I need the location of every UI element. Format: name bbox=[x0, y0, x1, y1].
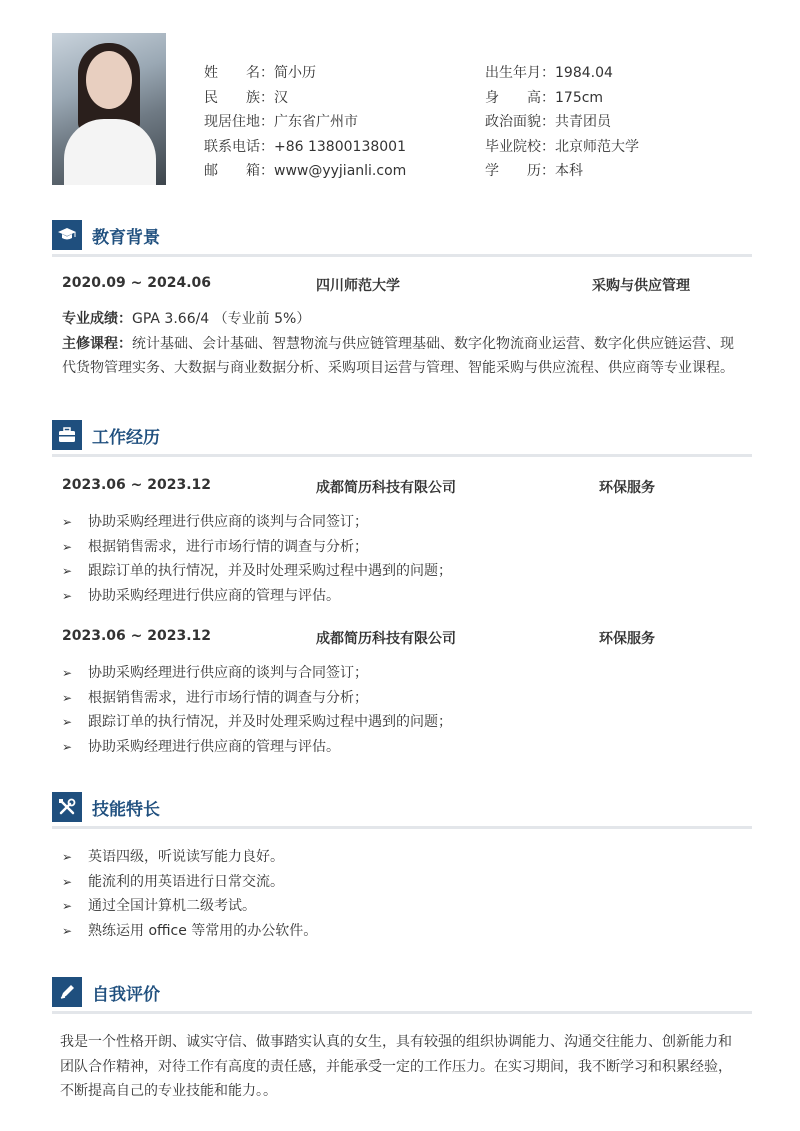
arrow-bullet-icon: ➢ bbox=[62, 850, 73, 864]
education-date: 2020.09 ~ 2024.06 bbox=[62, 275, 212, 291]
info-email: 邮 箱：www@yyjianli.com bbox=[204, 163, 407, 179]
education-details bbox=[62, 307, 742, 381]
info-name: 姓 名：简小历 bbox=[204, 65, 316, 81]
arrow-bullet-icon: ➢ bbox=[62, 666, 73, 680]
list-item: ➢ 英语四级，听说读写能力良好。 bbox=[62, 845, 742, 870]
list-item: ➢ 能流利的用英语进行日常交流。 bbox=[62, 870, 742, 895]
info-politics: 政治面貌：共青团员 bbox=[485, 114, 611, 130]
education-score: 专业成绩：GPA 3.66/4 （专业前 5%） bbox=[62, 311, 311, 327]
education-courses: 主修课程：统计基础、会计基础、智慧物流与供应链管理基础、数字化物流商业运营、数字化供应链运营、现代货物管理实务、大数据与商业数据分析、采购项目运营与管理、智能采购与供应流程、供应商等专业课程。 bbox=[62, 335, 734, 376]
job-industry: 环保服务 bbox=[599, 631, 655, 647]
profile-info-left bbox=[204, 61, 406, 184]
list-item: ➢ 根据销售需求，进行市场行情的调查与分析； bbox=[62, 535, 742, 560]
arrow-bullet-icon: ➢ bbox=[62, 690, 73, 705]
education-title: 教育背景 bbox=[92, 228, 160, 248]
section-divider bbox=[52, 826, 752, 829]
tools-icon bbox=[52, 792, 82, 822]
info-phone: 联系电话：+86 13800138001 bbox=[204, 138, 406, 155]
arrow-bullet-icon: ➢ bbox=[62, 874, 73, 889]
self-evaluation-text: 我是一个性格开朗、诚实守信、做事踏实认真的女生，具有较强的组织协调能力、沟通交往能力、创新能力和团队合作精神，对待工作有高度的责任感，并能承受一定的工作压力。在实习期间，我不断学习和积累经验，不断提高自己的专业技能和能力。。 bbox=[60, 1034, 732, 1099]
skills-section-header bbox=[52, 792, 752, 824]
pen-icon bbox=[52, 977, 82, 1007]
list-item: ➢ 跟踪订单的执行情况，并及时处理采购过程中遇到的问题； bbox=[62, 559, 742, 584]
arrow-bullet-icon: ➢ bbox=[62, 539, 73, 554]
profile-info-right bbox=[485, 61, 639, 184]
self-section-header bbox=[52, 977, 752, 1009]
info-residence: 现居住地：广东省广州市 bbox=[204, 114, 358, 130]
list-item: ➢ 熟练运用 office 等常用的办公软件。 bbox=[62, 919, 742, 944]
arrow-bullet-icon: ➢ bbox=[62, 923, 73, 938]
graduation-cap-icon bbox=[52, 220, 82, 250]
info-school: 毕业院校：北京师范大学 bbox=[485, 138, 639, 155]
work-section-header bbox=[52, 420, 752, 452]
arrow-bullet-icon: ➢ bbox=[62, 739, 73, 754]
arrow-bullet-icon: ➢ bbox=[62, 588, 73, 603]
job-company: 成都简历科技有限公司 bbox=[316, 480, 456, 496]
info-ethnicity: 民 族：汉 bbox=[204, 89, 288, 106]
job-date: 2023.06 ~ 2023.12 bbox=[62, 628, 212, 644]
section-divider bbox=[52, 1011, 752, 1014]
list-item: ➢ 协助采购经理进行供应商的管理与评估。 bbox=[62, 584, 742, 609]
section-divider bbox=[52, 454, 752, 457]
arrow-bullet-icon: ➢ bbox=[62, 515, 73, 529]
education-major: 采购与供应管理 bbox=[592, 278, 690, 294]
list-item: ➢ 协助采购经理进行供应商的谈判与合同签订； bbox=[62, 661, 742, 686]
work-title: 工作经历 bbox=[92, 428, 160, 448]
self-title: 自我评价 bbox=[92, 985, 160, 1005]
skills-list bbox=[62, 845, 742, 943]
arrow-bullet-icon: ➢ bbox=[62, 715, 73, 729]
arrow-bullet-icon: ➢ bbox=[62, 564, 73, 578]
info-height: 身 高：175cm bbox=[485, 89, 604, 106]
profile-photo bbox=[52, 33, 166, 185]
info-birth: 出生年月：1984.04 bbox=[485, 65, 613, 81]
job-duties bbox=[62, 661, 742, 759]
education-section-header bbox=[52, 220, 752, 252]
education-school: 四川师范大学 bbox=[316, 278, 400, 294]
list-item: ➢ 协助采购经理进行供应商的管理与评估。 bbox=[62, 735, 742, 760]
job-industry: 环保服务 bbox=[599, 480, 655, 496]
job-duties bbox=[62, 510, 742, 608]
section-divider bbox=[52, 254, 752, 257]
info-degree: 学 历：本科 bbox=[485, 163, 583, 179]
list-item: ➢ 跟踪订单的执行情况，并及时处理采购过程中遇到的问题； bbox=[62, 710, 742, 735]
briefcase-icon bbox=[52, 420, 82, 450]
list-item: ➢ 协助采购经理进行供应商的谈判与合同签订； bbox=[62, 510, 742, 535]
skills-title: 技能特长 bbox=[92, 800, 160, 820]
list-item: ➢ 通过全国计算机二级考试。 bbox=[62, 894, 742, 919]
job-company: 成都简历科技有限公司 bbox=[316, 631, 456, 647]
job-date: 2023.06 ~ 2023.12 bbox=[62, 477, 212, 493]
arrow-bullet-icon: ➢ bbox=[62, 899, 73, 913]
list-item: ➢ 根据销售需求，进行市场行情的调查与分析； bbox=[62, 686, 742, 711]
